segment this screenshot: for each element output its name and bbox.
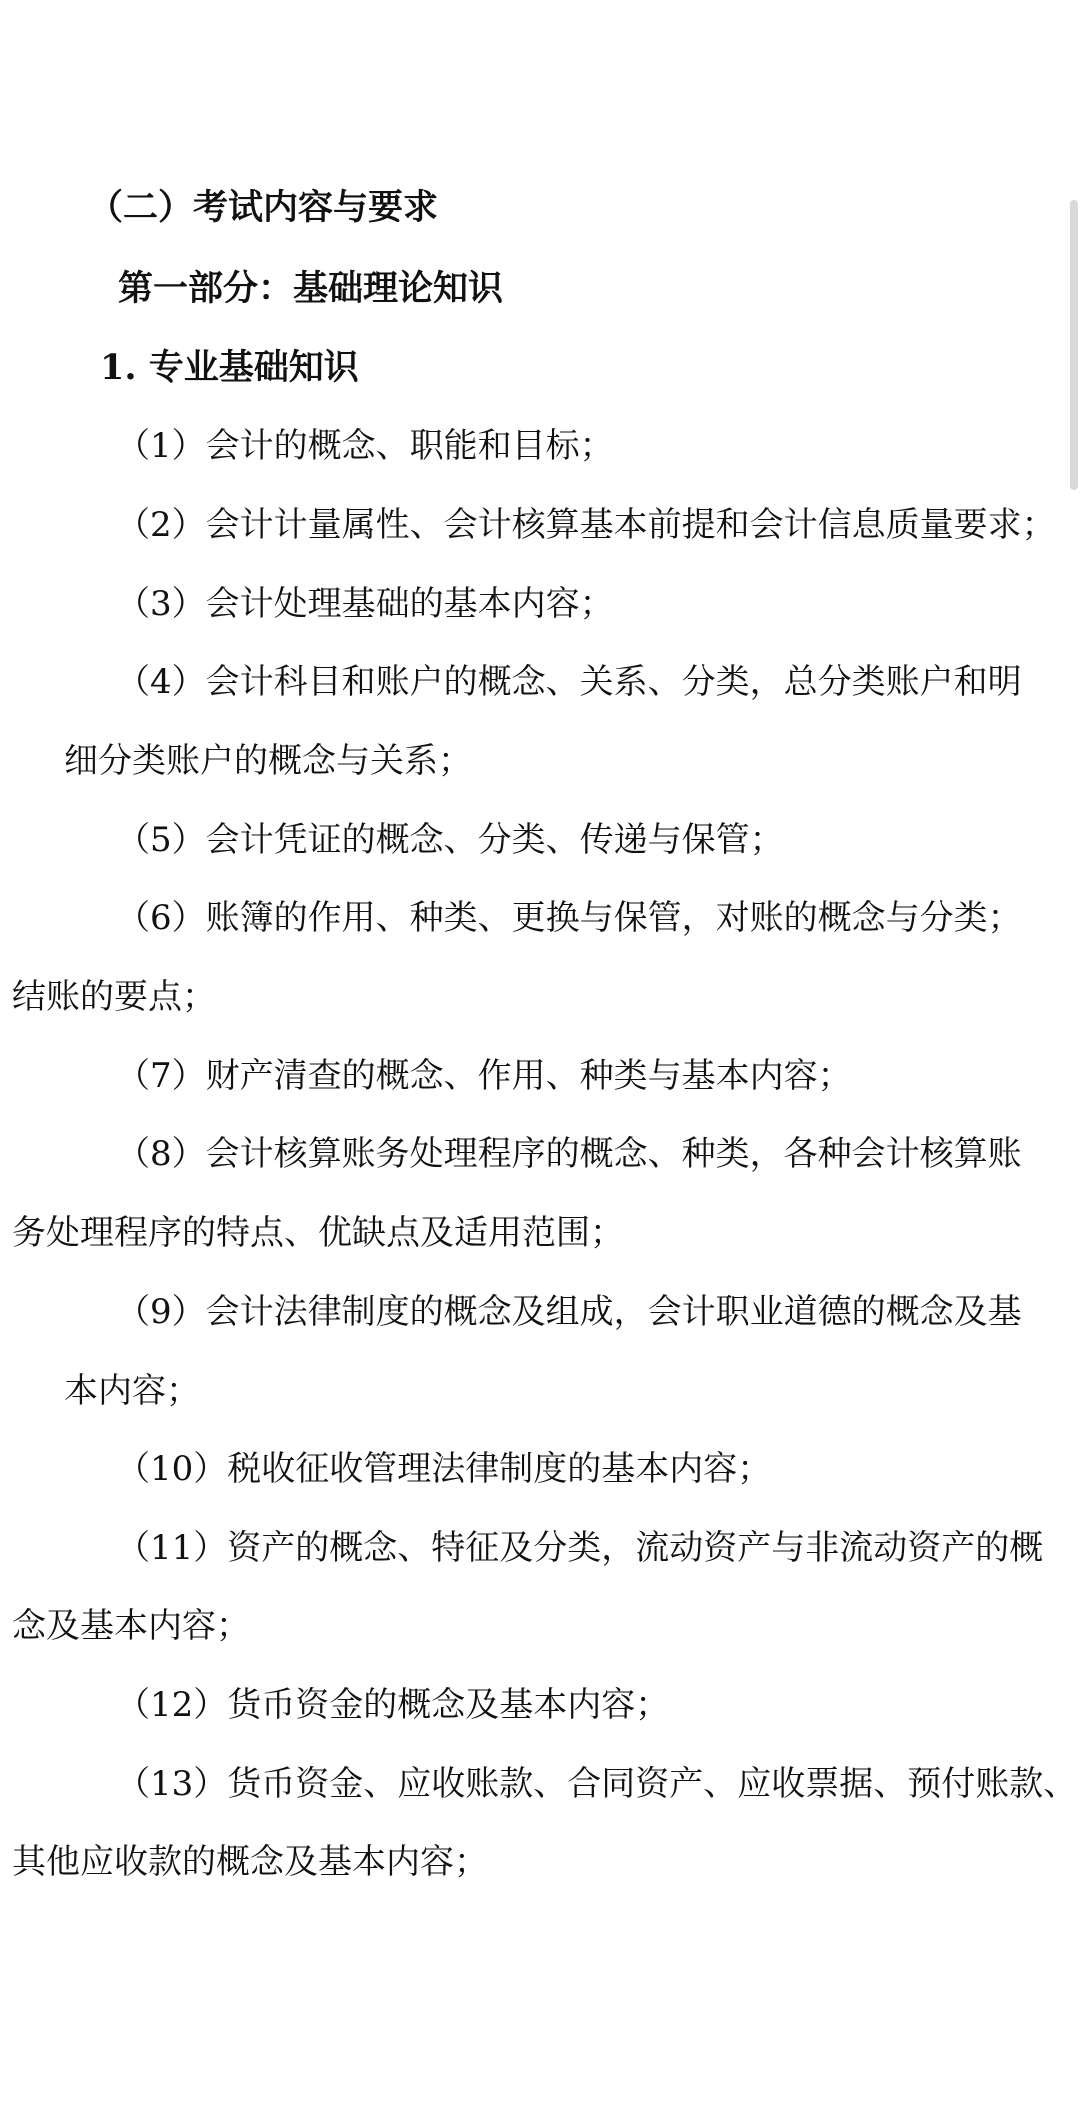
subsection-title: 1. 专业基础知识 — [100, 347, 359, 388]
part-title: 第一部分：基础理论知识 — [118, 268, 504, 309]
list-item-1: （1）会计的概念、职能和目标； — [116, 426, 614, 466]
list-item-5: （5）会计凭证的概念、分类、传递与保管； — [116, 820, 784, 860]
list-item-7: （7）财产清查的概念、作用、种类与基本内容； — [116, 1056, 852, 1096]
list-item-2: （2）会计计量属性、会计核算基本前提和会计信息质量要求； — [116, 505, 1056, 545]
list-item-8-continuation: 务处理程序的特点、优缺点及适用范围； — [12, 1213, 624, 1253]
list-item-4-continuation: 细分类账户的概念与关系； — [64, 741, 472, 781]
list-item-11-continuation: 念及基本内容； — [12, 1606, 250, 1646]
list-item-9: （9）会计法律制度的概念及组成，会计职业道德的概念及基 — [116, 1292, 1022, 1332]
section-title: （二）考试内容与要求 — [88, 187, 439, 228]
list-item-13-continuation: 其他应收款的概念及基本内容； — [12, 1842, 488, 1882]
list-item-12: （12）货币资金的概念及基本内容； — [116, 1685, 670, 1725]
list-item-3: （3）会计处理基础的基本内容； — [116, 584, 614, 624]
list-item-10: （10）税收征收管理法律制度的基本内容； — [116, 1449, 772, 1489]
list-item-8: （8）会计核算账务处理程序的概念、种类，各种会计核算账 — [116, 1134, 1022, 1174]
list-item-6: （6）账簿的作用、种类、更换与保管，对账的概念与分类； — [116, 898, 1022, 938]
list-item-11: （11）资产的概念、特征及分类，流动资产与非流动资产的概 — [116, 1528, 1044, 1568]
vertical-scrollbar[interactable] — [1070, 200, 1078, 490]
list-item-13: （13）货币资金、应收账款、合同资产、应收票据、预付账款、 — [116, 1764, 1078, 1804]
list-item-9-continuation: 本内容； — [64, 1371, 200, 1411]
list-item-6-continuation: 结账的要点； — [12, 977, 216, 1017]
list-item-4: （4）会计科目和账户的概念、关系、分类，总分类账户和明 — [116, 662, 1022, 702]
